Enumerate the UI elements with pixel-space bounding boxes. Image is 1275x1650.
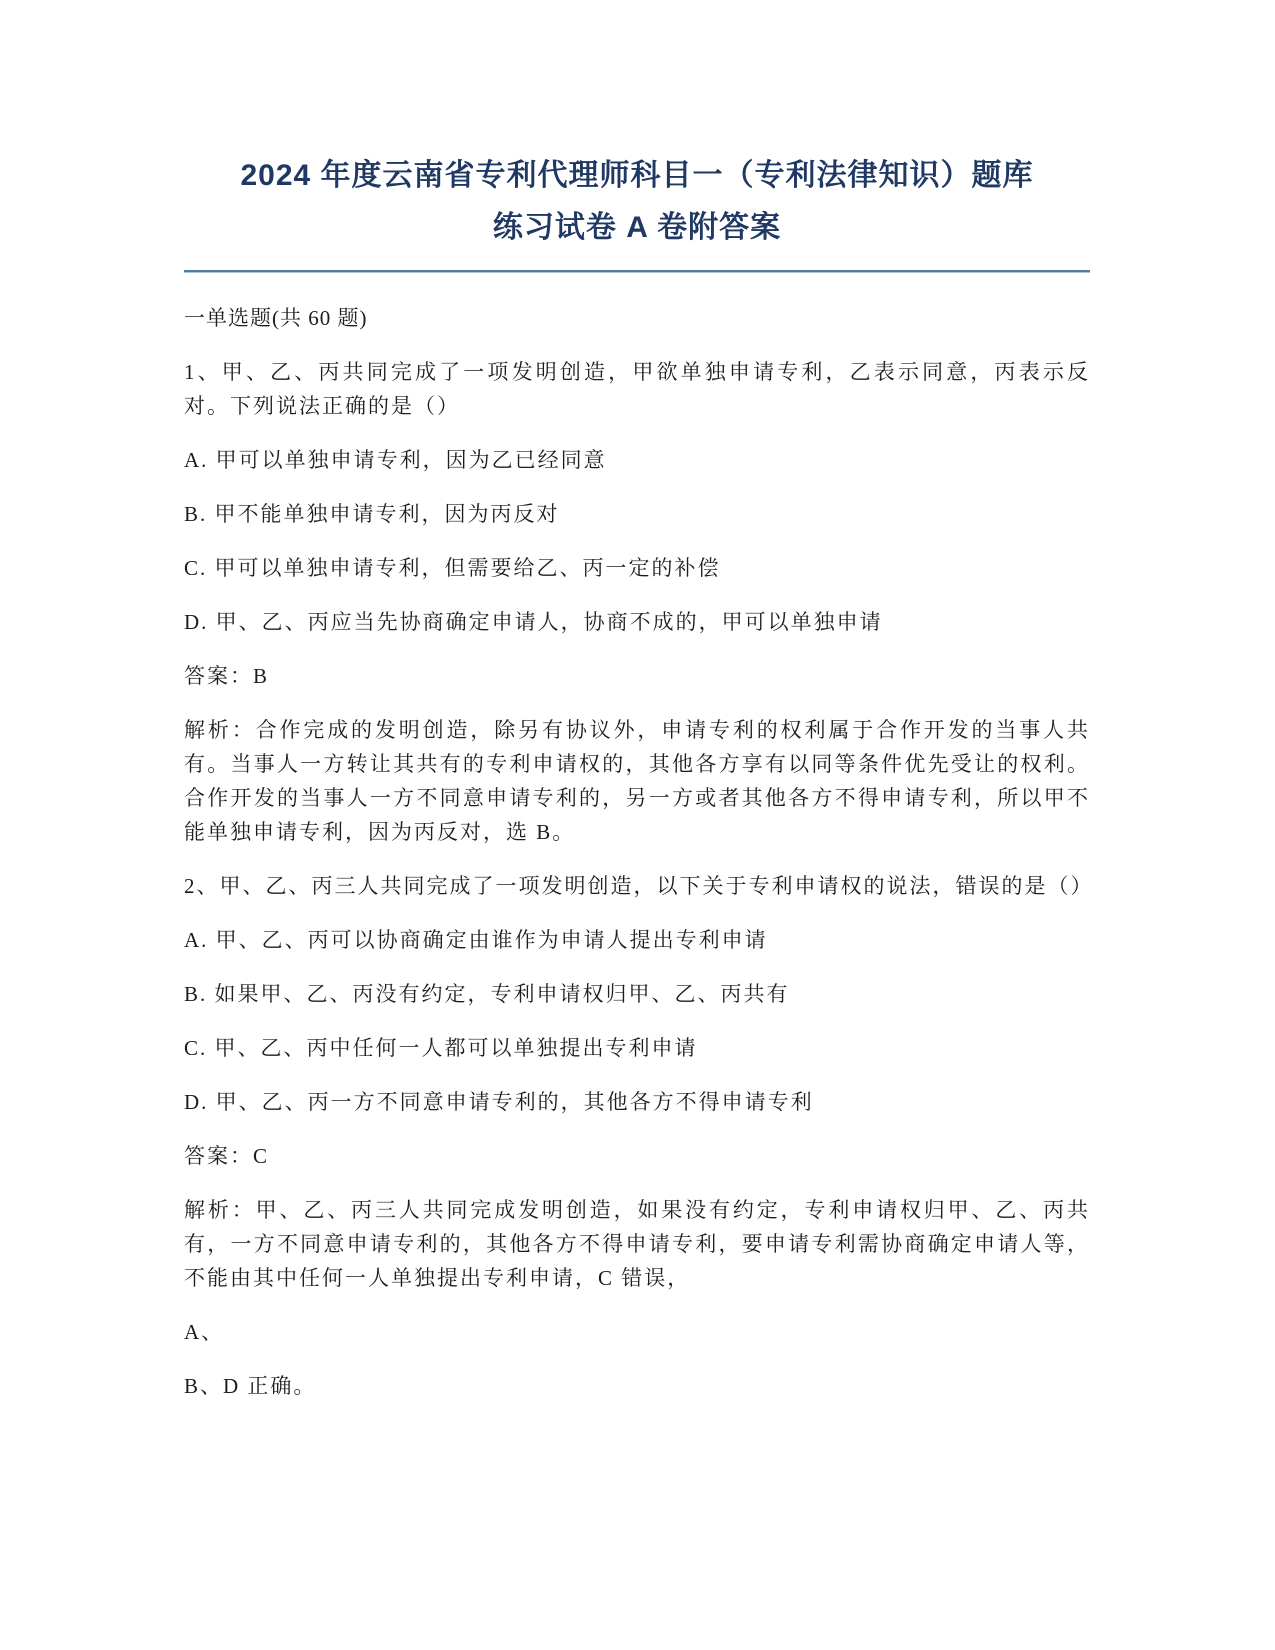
question-2-stem: 2、甲、乙、丙三人共同完成了一项发明创造，以下关于专利申请权的说法，错误的是（） — [184, 874, 1094, 898]
question-1-answer: 答案：B — [184, 664, 270, 688]
question-2-option-a: A. 甲、乙、丙可以协商确定由谁作为申请人提出专利申请 — [184, 928, 768, 952]
question-1-option-d: D. 甲、乙、丙应当先协商确定申请人，协商不成的，甲可以单独申请 — [184, 610, 883, 634]
title-divider-rule — [184, 270, 1090, 273]
question-2-answer: 答案：C — [184, 1144, 270, 1168]
question-2-option-c: C. 甲、乙、丙中任何一人都可以单独提出专利申请 — [184, 1036, 698, 1060]
section-heading-single-choice: 一单选题(共 60 题) — [184, 306, 368, 330]
document-header — [184, 150, 1090, 273]
question-2 — [184, 869, 1094, 1295]
question-1-analysis: 解析：合作完成的发明创造，除另有协议外，申请专利的权利属于合作开发的当事人共有。当事人一方转让其共有的专利申请权的，其他各方享有以同等条件优先受让的权利。合作开发的当事人一方不同意申请专利的，另一方或者其他各方不得申请专利，所以甲不能单独申请专利，因为丙反对，选 B。 — [184, 718, 1090, 844]
question-1-stem: 1、甲、乙、丙共同完成了一项发明创造，甲欲单独申请专利，乙表示同意，丙表示反对。下列说法正确的是（） — [184, 360, 1090, 418]
question-2-analysis: 解析：甲、乙、丙三人共同完成发明创造，如果没有约定，专利申请权归甲、乙、丙共有，一方不同意申请专利的，其他各方不得申请专利，要申请专利需协商确定申请人等，不能由其中任何一人单独提出专利申请，C 错误， — [184, 1198, 1090, 1290]
trailing-paragraph-1: A、 — [184, 1320, 225, 1344]
question-1-option-c: C. 甲可以单独申请专利，但需要给乙、丙一定的补偿 — [184, 556, 721, 580]
document-title-line-2: 练习试卷 A 卷附答案 — [492, 211, 782, 244]
question-2-option-d: D. 甲、乙、丙一方不同意申请专利的，其他各方不得申请专利 — [184, 1090, 814, 1114]
question-1-option-b: B. 甲不能单独申请专利，因为丙反对 — [184, 502, 560, 526]
question-1-option-a: A. 甲可以单独申请专利，因为乙已经同意 — [184, 448, 607, 472]
document-title — [184, 150, 1090, 254]
document-body — [184, 301, 1094, 1403]
trailing-paragraph-2: B、D 正确。 — [184, 1374, 317, 1398]
question-1 — [184, 355, 1090, 849]
question-2-option-b: B. 如果甲、乙、丙没有约定，专利申请权归甲、乙、丙共有 — [184, 982, 790, 1006]
document-page — [184, 0, 1094, 1403]
document-title-line-1: 2024 年度云南省专利代理师科目一（专利法律知识）题库 — [240, 159, 1034, 192]
